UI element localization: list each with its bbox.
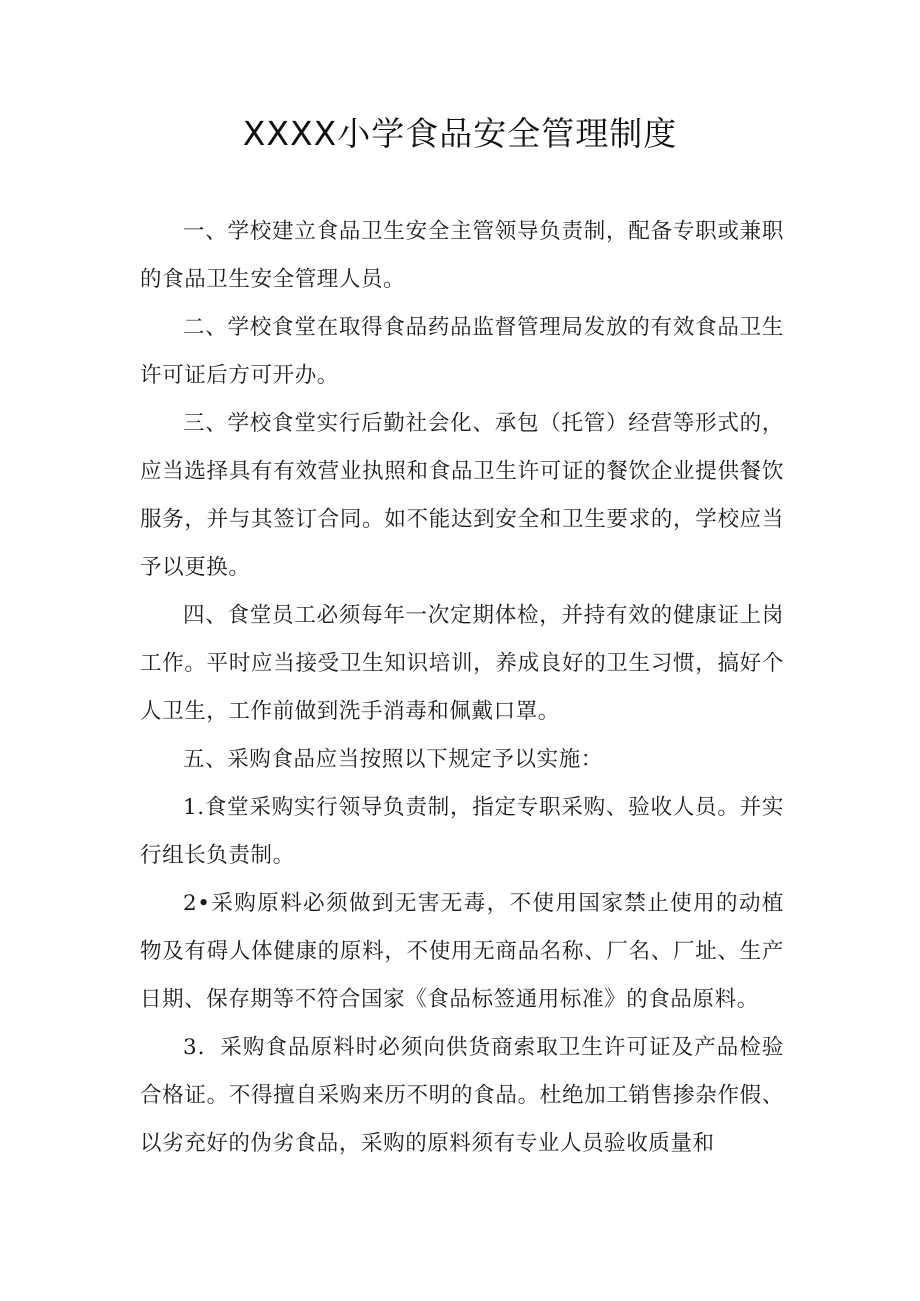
paragraph-4: 四、食堂员工必须每年一次定期体检，并持有效的健康证上岗工作。平时应当接受卫生知识培训，养成良好的卫生习惯，搞好个人卫生，工作前做到洗手消毒和佩戴口罩。 bbox=[140, 603, 784, 724]
paragraph-3: 三、学校食堂实行后勤社会化、承包（托管）经营等形式的，应当选择具有有效营业执照和食品卫生许可证的餐饮企业提供餐饮服务，并与其签订合同。如不能达到安全和卫生要求的，学校应当予以更换。 bbox=[140, 411, 784, 580]
paragraph-5: 五、采购食品应当按照以下规定予以实施： bbox=[183, 747, 603, 772]
paragraph-2: 二、学校食堂在取得食品药品监督管理局发放的有效食品卫生许可证后方可开办。 bbox=[140, 315, 784, 388]
paragraph-1: 一、学校建立食品卫生安全主管领导负责制，配备专职或兼职的食品卫生安全管理人员。 bbox=[140, 219, 784, 292]
document-title: XXXX小学食品安全管理制度 bbox=[242, 114, 678, 153]
paragraph-5-item-2: 2•采购原料必须做到无害无毒，不使用国家禁止使用的动植物及有碍人体健康的原料，不使用无商品名称、厂名、厂址、生产日期、保存期等不符合国家《食品标签通用标准》的食品原料。 bbox=[140, 891, 784, 1012]
document-body bbox=[140, 208, 784, 1168]
paragraph-5-item-1: 1.食堂采购实行领导负责制，指定专职采购、验收人员。并实行组长负责制。 bbox=[140, 795, 784, 868]
paragraph-5-item-3: 3．采购食品原料时必须向供货商索取卫生许可证及产品检验合格证。不得擅自采购来历不明的食品。杜绝加工销售掺杂作假、以劣充好的伪劣食品，采购的原料须有专业人员验收质量和 bbox=[140, 1035, 784, 1156]
